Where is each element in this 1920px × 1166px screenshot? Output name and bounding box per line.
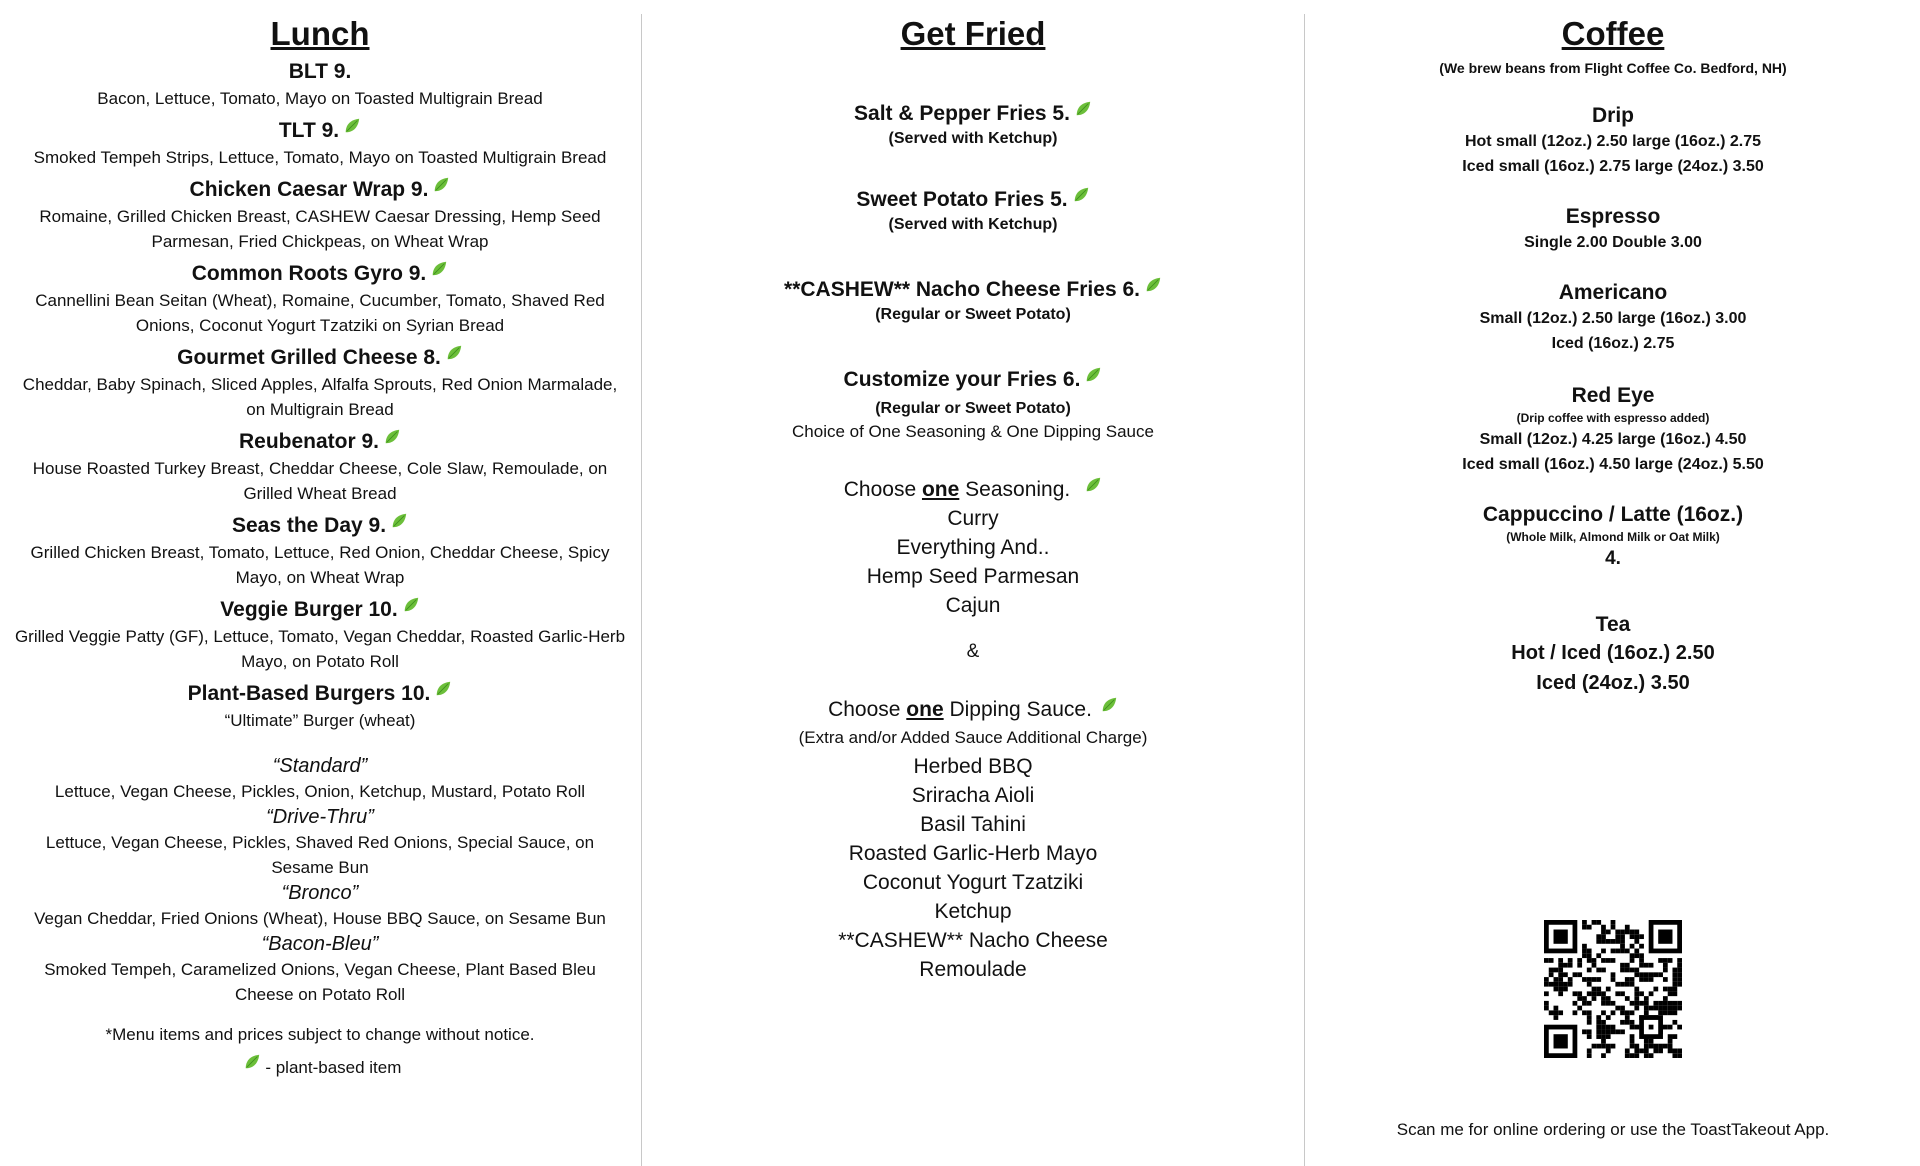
drink-name: Espresso bbox=[1565, 205, 1661, 228]
scan-instruction: Scan me for online ordering or use the ToastTakeout App. bbox=[1396, 1120, 1830, 1139]
menu-item-seas-the-day bbox=[8, 510, 632, 590]
coffee-source-note: (We brew beans from Flight Coffee Co. Bedford, NH) bbox=[1439, 60, 1787, 76]
item-subtitle: (Regular or Sweet Potato) bbox=[875, 400, 1071, 417]
item-name: Customize your Fries 6. bbox=[843, 368, 1081, 391]
leaf-icon bbox=[1084, 474, 1102, 492]
menu-item-tlt bbox=[8, 115, 632, 170]
menu-item-reubenator bbox=[8, 426, 632, 506]
leaf-icon bbox=[243, 1053, 261, 1071]
seasoning-option: Curry bbox=[947, 507, 999, 530]
sauce-option: Basil Tahini bbox=[920, 813, 1026, 836]
item-desc: Bacon, Lettuce, Tomato, Mayo on Toasted Multigrain Bread bbox=[97, 89, 543, 108]
fried-heading: Get Fried bbox=[900, 15, 1046, 52]
drink-name: Tea bbox=[1595, 613, 1631, 636]
choose-suffix: Seasoning. bbox=[959, 478, 1071, 501]
leaf-icon bbox=[402, 594, 420, 612]
item-name: Reubenator 9. bbox=[238, 430, 380, 453]
drink-americano bbox=[1316, 279, 1910, 356]
drink-price-line: Small (12oz.) 4.25 large (16oz.) 4.50 bbox=[1479, 431, 1747, 448]
choose-suffix: Dipping Sauce. bbox=[943, 698, 1092, 721]
burger-style-desc: Vegan Cheddar, Fried Onions (Wheat), House BBQ Sauce, on Sesame Bun bbox=[34, 909, 606, 928]
choose-emphasis: one bbox=[921, 478, 960, 501]
menu-item-common-roots-gyro bbox=[8, 258, 632, 338]
burger-style-name: “Bronco” bbox=[281, 882, 359, 904]
legend-text: - plant-based item bbox=[265, 1058, 402, 1077]
sauce-option: Coconut Yogurt Tzatziki bbox=[862, 871, 1084, 894]
drink-name: Cappuccino / Latte (16oz.) bbox=[1482, 503, 1744, 526]
item-subtitle: (Served with Ketchup) bbox=[888, 130, 1058, 147]
drink-note: (Whole Milk, Almond Milk or Oat Milk) bbox=[1506, 530, 1720, 544]
leaf-icon bbox=[1074, 98, 1092, 116]
seasoning-section bbox=[653, 474, 1293, 620]
choose-prefix: Choose bbox=[843, 478, 922, 501]
sauce-option: Ketchup bbox=[934, 900, 1012, 923]
burger-style-desc: Lettuce, Vegan Cheese, Pickles, Shaved Red Onions, Special Sauce, on Sesame Bun bbox=[45, 833, 595, 877]
drink-drip bbox=[1316, 102, 1910, 179]
ampersand: & bbox=[966, 641, 980, 662]
item-name: Salt & Pepper Fries 5. bbox=[854, 102, 1070, 125]
item-desc: Smoked Tempeh Strips, Lettuce, Tomato, Mayo on Toasted Multigrain Bread bbox=[33, 148, 607, 167]
item-desc: Romaine, Grilled Chicken Breast, CASHEW Caesar Dressing, Hemp Seed Parmesan, Fried Chickpeas, on Wheat Wrap bbox=[39, 207, 601, 251]
fry-item bbox=[653, 98, 1293, 150]
drink-red-eye bbox=[1316, 382, 1910, 477]
item-desc: Cannellini Bean Seitan (Wheat), Romaine, Cucumber, Tomato, Shaved Red Onions, Coconut Yogurt Tzatziki on Syrian Bread bbox=[35, 291, 605, 335]
burger-style-name: “Bacon-Bleu” bbox=[261, 933, 379, 955]
menu-item-gourmet-grilled-cheese bbox=[8, 342, 632, 422]
drink-price-line: Iced small (16oz.) 2.75 large (24oz.) 3.50 bbox=[1462, 158, 1764, 175]
menu-item-veggie-burger bbox=[8, 594, 632, 674]
sauce-note: (Extra and/or Added Sauce Additional Charge) bbox=[798, 728, 1148, 747]
leaf-icon bbox=[1100, 694, 1118, 712]
seasoning-option: Everything And.. bbox=[896, 536, 1050, 559]
item-name: BLT 9. bbox=[288, 60, 352, 83]
seasoning-option: Cajun bbox=[945, 594, 1001, 617]
drink-price-line: Iced (16oz.) 2.75 bbox=[1551, 335, 1675, 352]
qr-block bbox=[1306, 920, 1920, 1058]
burger-style-name: “Drive-Thru” bbox=[266, 806, 374, 828]
price-disclaimer: *Menu items and prices subject to change without notice. bbox=[105, 1025, 535, 1044]
leaf-icon bbox=[1072, 184, 1090, 202]
leaf-icon bbox=[1144, 274, 1162, 292]
fry-item bbox=[653, 274, 1293, 326]
leaf-icon bbox=[432, 174, 450, 192]
drink-price-line: Small (12oz.) 2.50 large (16oz.) 3.00 bbox=[1479, 310, 1747, 327]
fry-item bbox=[653, 184, 1293, 236]
item-subtitle: “Ultimate” Burger (wheat) bbox=[224, 711, 416, 730]
item-name: Sweet Potato Fries 5. bbox=[856, 188, 1068, 211]
column-divider bbox=[641, 14, 642, 1166]
drink-cappuccino-latte bbox=[1316, 501, 1910, 571]
drink-price-line: Iced small (16oz.) 4.50 large (24oz.) 5.50 bbox=[1462, 456, 1764, 473]
item-subtitle: (Regular or Sweet Potato) bbox=[875, 306, 1071, 323]
coffee-heading: Coffee bbox=[1561, 15, 1665, 52]
drink-price-line: Hot / Iced (16oz.) 2.50 bbox=[1511, 642, 1715, 664]
sauce-section bbox=[653, 694, 1293, 984]
drink-price-line: Hot small (12oz.) 2.50 large (16oz.) 2.75 bbox=[1464, 133, 1762, 150]
customize-fries bbox=[653, 364, 1293, 444]
plant-based-legend bbox=[8, 1053, 632, 1080]
item-desc: Grilled Veggie Patty (GF), Lettuce, Tomato, Vegan Cheddar, Roasted Garlic-Herb Mayo, on Potato Roll bbox=[14, 627, 626, 671]
lunch-heading: Lunch bbox=[270, 15, 370, 52]
drink-tea bbox=[1316, 611, 1910, 698]
item-name: Plant-Based Burgers 10. bbox=[187, 682, 431, 705]
item-name: Gourmet Grilled Cheese 8. bbox=[177, 346, 441, 369]
drink-price-line: Single 2.00 Double 3.00 bbox=[1524, 234, 1702, 251]
drink-price-line: Iced (24oz.) 3.50 bbox=[1536, 672, 1690, 694]
item-name: Common Roots Gyro 9. bbox=[191, 262, 427, 285]
item-subtitle: (Served with Ketchup) bbox=[888, 216, 1058, 233]
item-desc: House Roasted Turkey Breast, Cheddar Cheese, Cole Slaw, Remoulade, on Grilled Wheat Bread bbox=[32, 459, 608, 503]
lunch-column bbox=[0, 0, 640, 1166]
seasoning-option: Hemp Seed Parmesan bbox=[866, 565, 1080, 588]
sauce-option: Remoulade bbox=[919, 958, 1027, 981]
leaf-icon bbox=[445, 342, 463, 360]
drink-note: (Drip coffee with espresso added) bbox=[1516, 411, 1710, 425]
choose-prefix: Choose bbox=[828, 698, 907, 721]
item-desc: Grilled Chicken Breast, Tomato, Lettuce, Red Onion, Cheddar Cheese, Spicy Mayo, on Wheat Wrap bbox=[30, 543, 610, 587]
drink-price-line: 4. bbox=[1605, 548, 1621, 569]
item-name: Veggie Burger 10. bbox=[220, 598, 398, 621]
sauce-option: **CASHEW** Nacho Cheese bbox=[838, 929, 1108, 952]
qr-code-icon[interactable] bbox=[1544, 920, 1682, 1058]
item-name: Seas the Day 9. bbox=[231, 514, 387, 537]
sauce-option: Roasted Garlic-Herb Mayo bbox=[848, 842, 1098, 865]
leaf-icon bbox=[1084, 364, 1102, 382]
drink-name: Drip bbox=[1592, 104, 1634, 127]
fried-column bbox=[643, 0, 1303, 1166]
drink-name: Americano bbox=[1558, 281, 1668, 304]
leaf-icon bbox=[383, 426, 401, 444]
burger-style-desc: Smoked Tempeh, Caramelized Onions, Vegan Cheese, Plant Based Bleu Cheese on Potato Roll bbox=[44, 960, 596, 1004]
column-divider bbox=[1304, 14, 1305, 1166]
leaf-icon bbox=[430, 258, 448, 276]
choose-emphasis: one bbox=[906, 698, 944, 721]
menu-item-blt bbox=[8, 58, 632, 111]
drink-espresso bbox=[1316, 203, 1910, 255]
item-name: **CASHEW** Nacho Cheese Fries 6. bbox=[784, 278, 1140, 301]
item-name: TLT 9. bbox=[278, 119, 340, 142]
leaf-icon bbox=[390, 510, 408, 528]
coffee-column bbox=[1306, 0, 1920, 1166]
item-desc: Cheddar, Baby Spinach, Sliced Apples, Alfalfa Sprouts, Red Onion Marmalade, on Multigrain Bread bbox=[22, 375, 618, 419]
menu-item-plant-based-burgers bbox=[8, 678, 632, 1007]
sauce-option: Sriracha Aioli bbox=[911, 784, 1035, 807]
leaf-icon bbox=[343, 115, 361, 133]
menu-item-chicken-caesar-wrap bbox=[8, 174, 632, 254]
burger-style-desc: Lettuce, Vegan Cheese, Pickles, Onion, Ketchup, Mustard, Potato Roll bbox=[54, 782, 586, 801]
drink-name: Red Eye bbox=[1571, 384, 1655, 407]
item-desc: Choice of One Seasoning & One Dipping Sauce bbox=[792, 422, 1154, 441]
leaf-icon bbox=[434, 678, 452, 696]
burger-style-name: “Standard” bbox=[272, 755, 368, 777]
sauce-option: Herbed BBQ bbox=[913, 755, 1033, 778]
item-name: Chicken Caesar Wrap 9. bbox=[189, 178, 429, 201]
